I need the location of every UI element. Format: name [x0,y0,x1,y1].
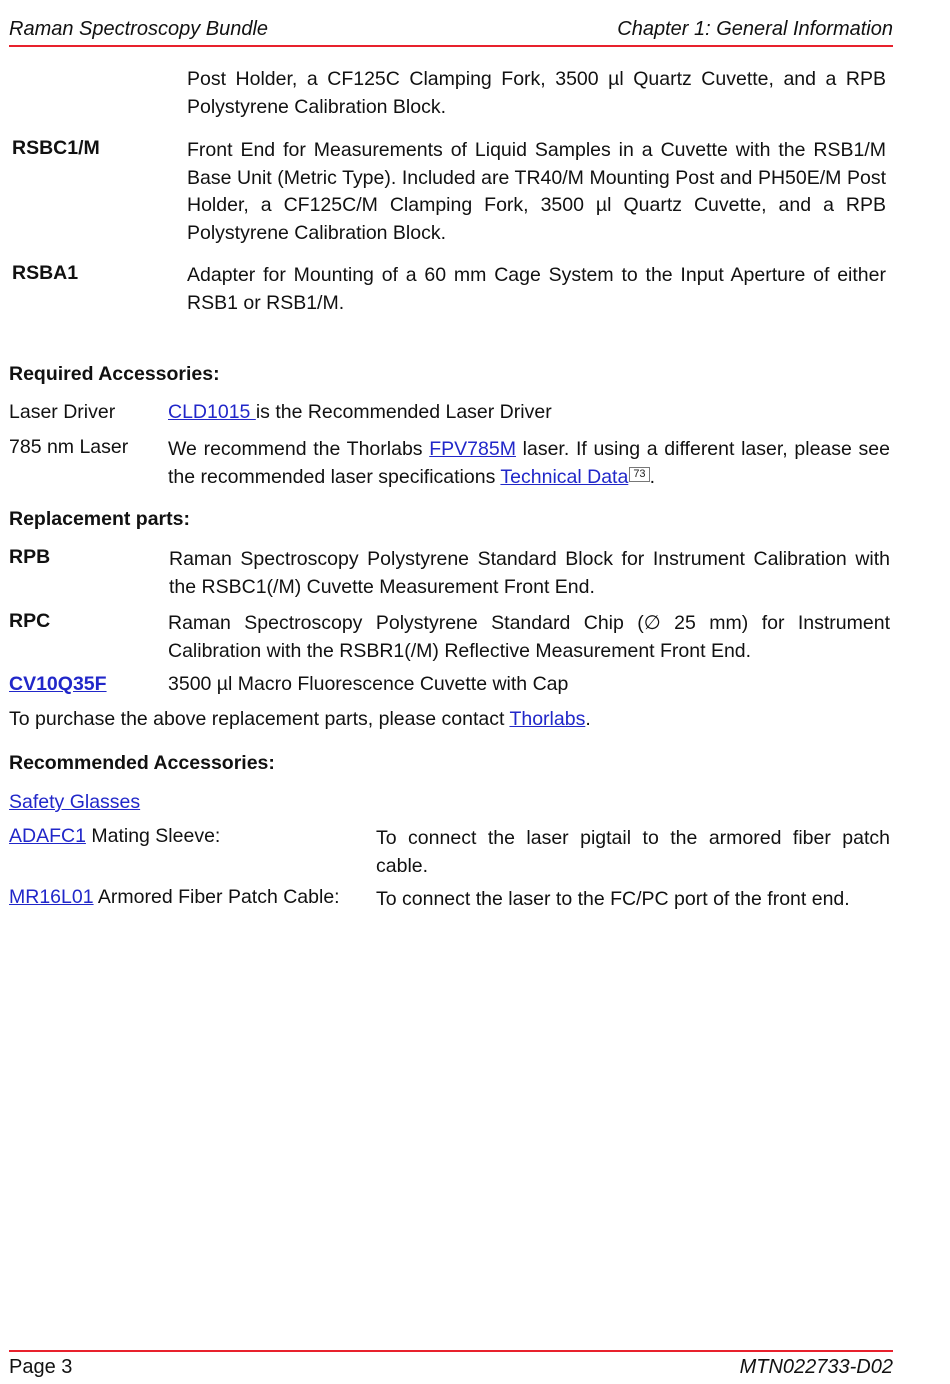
part-code: RPC [9,610,51,632]
cld1015-link[interactable]: CLD1015 [168,401,256,423]
cv10q35f-link[interactable]: CV10Q35F [9,673,107,695]
page-header [9,18,893,48]
header-rule [9,45,893,47]
part-code: RPB [9,546,51,568]
part-description: 3500 µl Macro Fluorescence Cuvette with Cap [168,673,569,695]
part-code: RSBC1/M [12,137,100,159]
laser-driver-label: Laser Driver [9,401,116,423]
part-code: RSBA1 [12,262,79,284]
laser-text: We recommend the Thorlabs FPV785M laser. If using a different laser, please see the recommended laser specifications Technical Data 73 . [168,438,890,488]
page-footer [9,1356,893,1384]
laser-label: 785 nm Laser [9,436,129,458]
accessory-description: To connect the laser to the FC/PC port of the front end. [376,888,850,910]
header-title: Raman Spectroscopy Bundle [9,18,269,40]
accessory-description: To connect the laser pigtail to the armored fiber patch cable. [376,827,890,877]
footer-rule [9,1350,893,1352]
page-number: Page 3 [9,1356,73,1378]
part-description: Raman Spectroscopy Polystyrene Standard Chip (∅ 25 mm) for Instrument Calibration with the RSBR1(/M) Reflective Measurement Front End. [168,612,890,662]
header-chapter: Chapter 1: General Information [617,18,893,40]
part-description: Front End for Measurements of Liquid Samples in a Cuvette with the RSB1/M Base Unit (Metric Type). Included are TR40/M Mounting Post and PH50E/M Post Holder, a CF125C/M Clamping Fork, 3500 µl Quartz Cuvette, and a RPB Polystyrene Calibration Block. [187,139,886,244]
page-reference-icon[interactable]: 73 [629,467,649,482]
technical-data-link[interactable]: Technical Data [500,465,629,488]
recommended-accessories-heading: Recommended Accessories: [9,752,275,774]
safety-glasses-link[interactable]: Safety Glasses [9,791,141,813]
part-description: Post Holder, a CF125C Clamping Fork, 3500 µl Quartz Cuvette, and a RPB Polystyrene Calibration Block. [187,68,886,118]
fpv785m-link[interactable]: FPV785M [429,438,516,460]
thorlabs-link[interactable]: Thorlabs [509,708,586,730]
required-accessories-heading: Required Accessories: [9,363,220,385]
accessory-label: ADAFC1 Mating Sleeve: [9,825,221,847]
document-number: MTN022733-D02 [739,1356,893,1378]
part-description: Adapter for Mounting of a 60 mm Cage System to the Input Aperture of either RSB1 or RSB1/M. [187,264,886,314]
laser-driver-text: CLD1015 is the Recommended Laser Driver [168,401,552,423]
replacement-parts-heading: Replacement parts: [9,508,190,530]
part-description: Raman Spectroscopy Polystyrene Standard Block for Instrument Calibration with the RSBC1(/M) Cuvette Measurement Front End. [169,548,890,598]
accessory-label: MR16L01 Armored Fiber Patch Cable: [9,886,340,908]
purchase-note: To purchase the above replacement parts, please contact Thorlabs. [9,708,591,730]
adafc1-link[interactable]: ADAFC1 [9,825,86,847]
mr16l01-link[interactable]: MR16L01 [9,886,94,908]
